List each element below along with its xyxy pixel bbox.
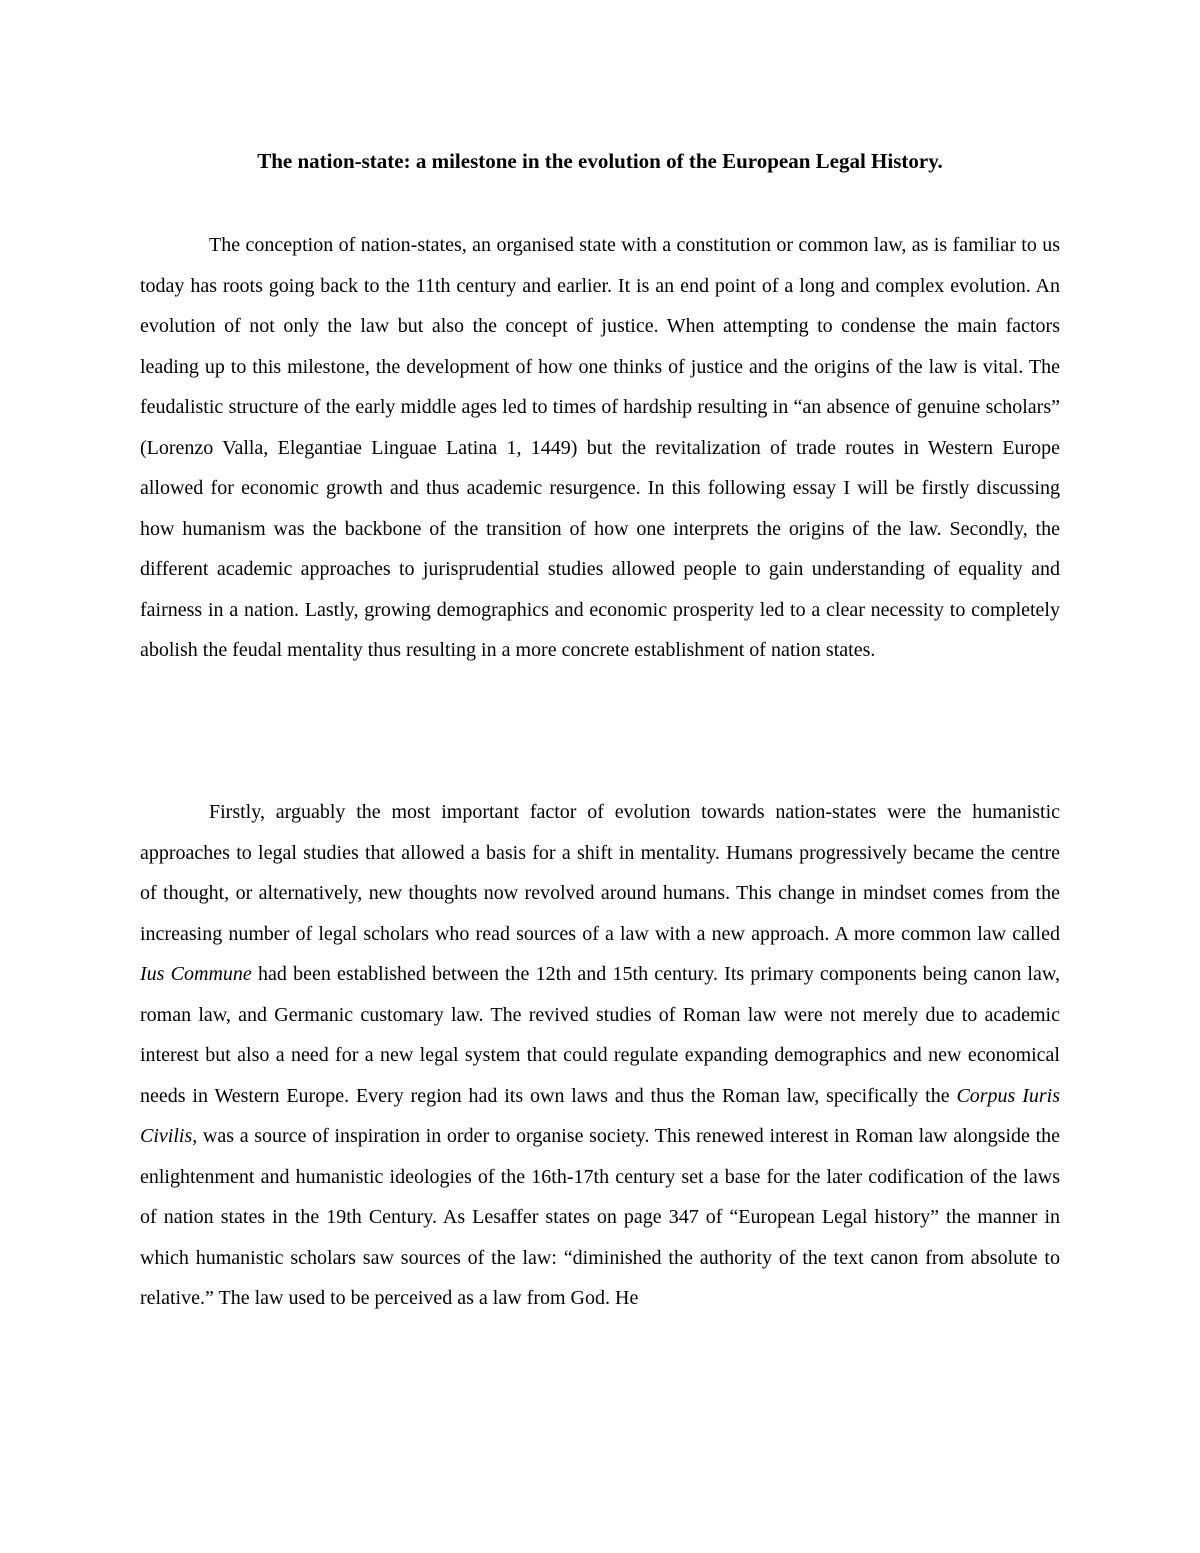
paragraph-humanism-text-1: Firstly, arguably the most important factor of evolution towards nation-states were the humanistic approaches to legal studies that allowed a basis for a shift in mentality. Humans progressively became the centre of thought, or alternatively, new thoughts now revolved around humans. This change in mindset comes from the increasing number of legal scholars who read sources of a law with a new approach. A more common law called — [140, 801, 1060, 945]
italic-term-corpus-iuris-civilis: Corpus Iuris Civilis — [140, 1084, 1060, 1147]
paragraph-introduction: The conception of nation-states, an organised state with a constitution or common law, as is familiar to us today has roots going back to the 11th century and earlier. It is an end point of a long and complex evolution. An evolution of not only the law but also the concept of justice. When attempting to condense the main factors leading up to this milestone, the development of how one thinks of justice and the origins of the law is vital. The feudalistic structure of the early middle ages led to times of hardship resulting in “an absence of genuine scholars” (Lorenzo Valla, Elegantiae Linguae Latina 1, 1449) but the revitalization of trade routes in Western Europe allowed for economic growth and thus academic resurgence. In this following essay I will be firstly discussing how humanism was the backbone of the transition of how one interprets the origins of the law. Secondly, the different academic approaches to jurisprudential studies allowed people to gain understanding of equality and fairness in a nation. Lastly, growing demographics and economic prosperity led to a clear necessity to completely abolish the feudal mentality thus resulting in a more concrete establishment of nation states. — [140, 234, 1060, 661]
paragraph-humanism-text-3: , was a source of inspiration in order to organise society. This renewed interest in Roman law alongside the enlightenment and humanistic ideologies of the 16th-17th century set a base for the later codification of the laws of nation states in the 19th Century. As Lesaffer states on page 347 of “European Legal history” the manner in which humanistic scholars saw sources of the law: “diminished the authority of the text canon from absolute to relative.” The law used to be perceived as a law from God. He — [140, 1125, 1060, 1309]
essay-title: The nation-state: a milestone in the evolution of the European Legal History. — [257, 149, 943, 173]
italic-term-ius-commune: Ius Commune — [140, 963, 252, 985]
paragraph-humanism-text-2: had been established between the 12th and 15th century. Its primary components being canon law, roman law, and Germanic customary law. The revived studies of Roman law were not merely due to academic interest but also a need for a new legal system that could regulate expanding demographics and new economical needs in Western Europe. Every region had its own laws and thus the Roman law, specifically the — [140, 963, 1060, 1107]
paragraph-humanism — [140, 792, 1060, 1319]
